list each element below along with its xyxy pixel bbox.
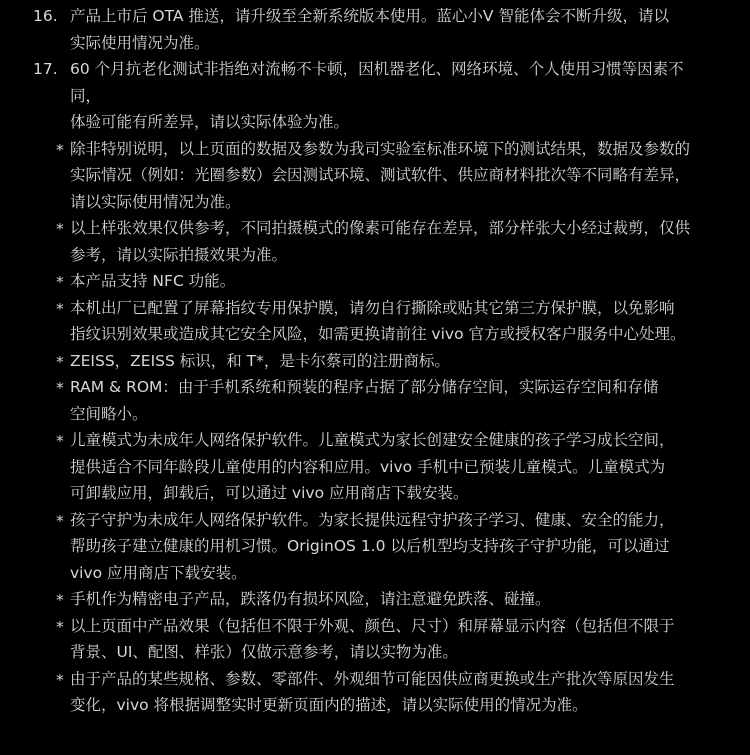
note-illustrative-only: [0, 613, 750, 666]
note-text: 以上页面中产品效果（包括但不限于外观、颜色、尺寸）和屏幕显示内容（包括但不限于 背景、UI、配图、样张）仅做示意参考，请以实物为准。: [70, 616, 675, 661]
note-17: [0, 56, 750, 136]
note-number: 16.: [33, 7, 58, 25]
note-text: 儿童模式为未成年人网络保护软件。儿童模式为家长创建安全健康的孩子学习成长空间， 提供适合不同年龄段儿童使用的内容和应用。vivo 手机中已预装儿童模式。儿童模式为 可卸载应用，卸载后，可以通过 vivo 应用商店下载安装。: [70, 431, 675, 502]
note-text: RAM & ROM：由于手机系统和预装的程序占据了部分储存空间，实际运存空间和存储 空间略小。: [70, 378, 659, 423]
note-text: ZEISS，ZEISS 标识，和 T*，是卡尔蔡司的注册商标。: [70, 351, 450, 370]
note-ram-rom: [0, 374, 750, 427]
note-screen-protector: [0, 295, 750, 348]
note-test-data: [0, 136, 750, 216]
asterisk-marker: *: [56, 670, 64, 689]
note-spec-changes: [0, 666, 750, 719]
note-text: 孩子守护为未成年人网络保护软件。为家长提供远程守护孩子学习、健康、安全的能力， 帮助孩子建立健康的用机习惯。OriginOS 1.0 以后机型均支持孩子守护功能，可以通过 vivo 应用商店下载安装。: [70, 510, 675, 582]
note-text: 手机作为精密电子产品，跌落仍有损坏风险，请注意避免跌落、碰撞。: [70, 590, 551, 608]
note-text: 除非特别说明，以上页面的数据及参数为我司实验室标准环境下的测试结果，数据及参数的 实际情况（例如：光圈参数）会因测试环境、测试软件、供应商材料批次等不同略有差异， 请以实际使用情况为准。: [70, 139, 691, 211]
note-16: [0, 3, 750, 56]
note-nfc: [0, 268, 750, 295]
asterisk-marker: *: [56, 432, 64, 450]
asterisk-marker: *: [56, 617, 64, 636]
note-number: 17.: [33, 60, 58, 78]
note-drop-risk: [0, 586, 750, 613]
asterisk-marker: *: [56, 140, 64, 159]
note-text: 本产品支持 NFC 功能。: [70, 272, 236, 290]
disclaimer-notes: [0, 3, 750, 719]
note-text: 产品上市后 OTA 推送，请升级至全新系统版本使用。蓝心小V 智能体会不断升级，请以 实际使用情况为准。: [70, 7, 669, 52]
asterisk-marker: *: [56, 299, 64, 318]
asterisk-marker: *: [56, 511, 64, 530]
asterisk-marker: *: [56, 220, 64, 238]
note-text: 60 个月抗老化测试非指绝对流畅不卡顿，因机器老化、网络环境、个人使用习惯等因素不同， 体验可能有所差异，请以实际体验为准。: [70, 60, 684, 131]
asterisk-marker: *: [56, 352, 64, 371]
asterisk-marker: *: [56, 379, 64, 397]
note-zeiss-trademark: [0, 348, 750, 375]
note-kids-mode: [0, 427, 750, 507]
note-text: 本机出厂已配置了屏幕指纹专用保护膜，请勿自行撕除或贴其它第三方保护膜，以免影响 指纹识别效果或造成其它安全风险，如需更换请前往 vivo 官方或授权客户服务中心处理。: [70, 298, 686, 343]
asterisk-marker: *: [56, 273, 64, 291]
note-text: 以上样张效果仅供参考，不同拍摄模式的像素可能存在差异，部分样张大小经过裁剪，仅供 参考，请以实际拍摄效果为准。: [70, 219, 691, 264]
asterisk-marker: *: [56, 591, 64, 609]
note-sample-images: [0, 215, 750, 268]
note-child-guard: [0, 507, 750, 587]
note-text: 由于产品的某些规格、参数、零部件、外观细节可能因供应商更换或生产批次等原因发生 变化，vivo 将根据调整实时更新页面内的描述，请以实际使用的情况为准。: [70, 669, 675, 714]
